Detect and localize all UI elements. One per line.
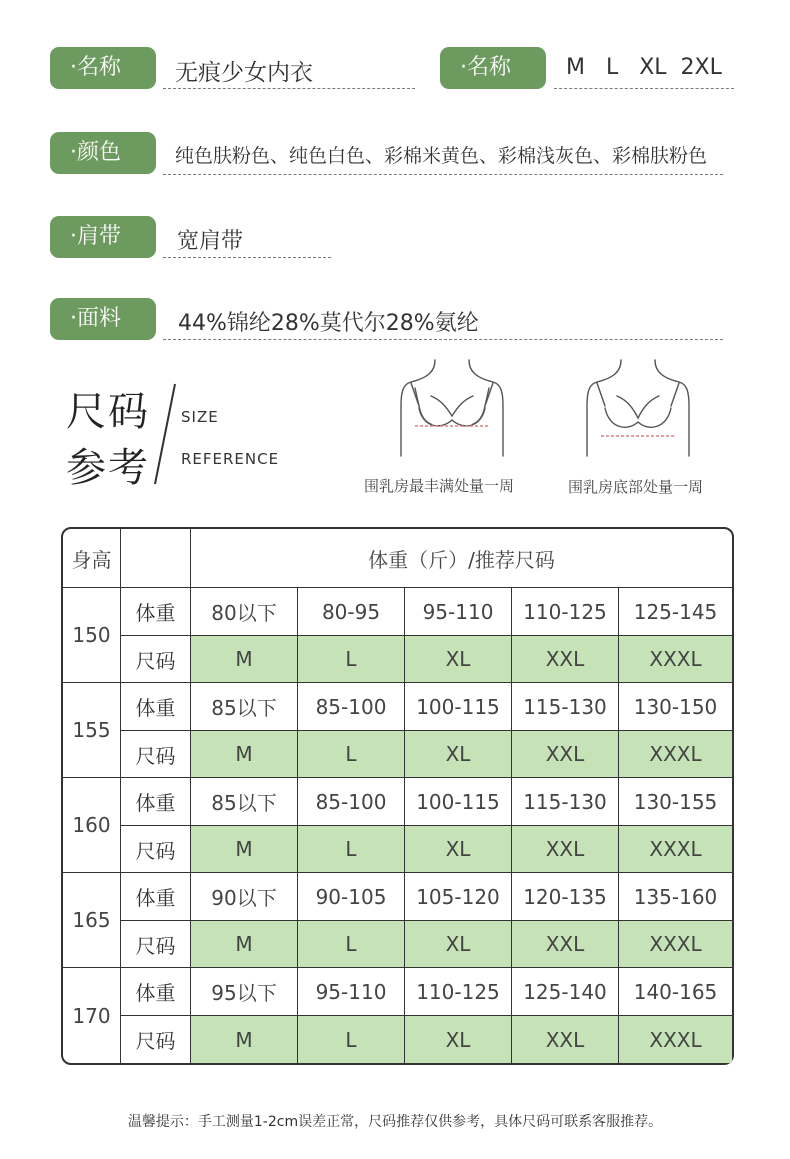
weight-label-cell: 体重	[121, 873, 191, 921]
height-cell: 155	[63, 683, 121, 778]
size-cell: XXXL	[619, 1016, 732, 1063]
size-cell: M	[191, 826, 298, 873]
size-cell: XXL	[512, 921, 619, 968]
size-cell: L	[298, 731, 405, 778]
height-cell: 170	[63, 968, 121, 1063]
weight-cell: 140-165	[619, 968, 732, 1016]
header-height: 身高	[63, 529, 121, 588]
size-cell: L	[298, 921, 405, 968]
size-label-cell: 尺码	[121, 826, 191, 873]
size-table	[61, 527, 734, 1065]
weight-cell: 95以下	[191, 968, 298, 1016]
weight-cell: 120-135	[512, 873, 619, 921]
height-cell: 150	[63, 588, 121, 683]
strap-label: ·肩带	[50, 216, 156, 258]
size-label-cell: 尺码	[121, 636, 191, 683]
name-value: 无痕少女内衣	[175, 60, 313, 86]
weight-cell: 95-110	[298, 968, 405, 1016]
weight-cell: 95-110	[405, 588, 512, 636]
table-row	[63, 636, 732, 683]
underbust-caption: 围乳房底部处量一周	[568, 478, 704, 496]
weight-cell: 110-125	[405, 968, 512, 1016]
weight-cell: 85以下	[191, 778, 298, 826]
size-cell: XXL	[512, 826, 619, 873]
name-underline	[163, 88, 415, 89]
weight-label-cell: 体重	[121, 588, 191, 636]
weight-cell: 130-155	[619, 778, 732, 826]
header-empty	[121, 529, 191, 588]
weight-cell: 105-120	[405, 873, 512, 921]
size-cell: XL	[405, 731, 512, 778]
size-cell: L	[298, 1016, 405, 1063]
table-header-row	[63, 529, 732, 588]
table-row	[63, 683, 732, 731]
header-weight-size: 体重（斤）/推荐尺码	[191, 529, 732, 588]
size-label-cell: 尺码	[121, 1016, 191, 1063]
height-cell: 165	[63, 873, 121, 968]
tip-note: 温馨提示：手工测量1-2cm误差正常，尺码推荐仅供参考，具体尺码可联系客服推荐。	[127, 1114, 663, 1130]
fabric-label: ·面料	[50, 298, 156, 340]
color-value: 纯色肤粉色、纯色白色、彩棉米黄色、彩棉浅灰色、彩棉肤粉色	[175, 145, 708, 167]
bust-caption: 围乳房最丰满处量一周	[364, 477, 515, 495]
size-cell: L	[298, 826, 405, 873]
size-cell: XXXL	[619, 731, 732, 778]
weight-cell: 115-130	[512, 683, 619, 731]
table-row	[63, 778, 732, 826]
size-label-cell: 尺码	[121, 921, 191, 968]
size-ref-en-line1: SIZE	[181, 408, 219, 426]
weight-label-cell: 体重	[121, 683, 191, 731]
size-cell: XXL	[512, 731, 619, 778]
weight-cell: 125-140	[512, 968, 619, 1016]
strap-underline	[163, 257, 331, 258]
weight-cell: 90以下	[191, 873, 298, 921]
table-row	[63, 1016, 732, 1063]
size-label-cell: 尺码	[121, 731, 191, 778]
title-slash	[150, 382, 180, 487]
size-ref-title-line2: 参考	[66, 445, 150, 491]
weight-cell: 80-95	[298, 588, 405, 636]
table-row	[63, 826, 732, 873]
size-cell: XL	[405, 921, 512, 968]
fabric-value: 44%锦纶28%莫代尔28%氨纶	[178, 311, 479, 336]
weight-cell: 115-130	[512, 778, 619, 826]
table-row	[63, 873, 732, 921]
size-cell: XXXL	[619, 921, 732, 968]
size-cell: M	[191, 636, 298, 683]
fabric-underline	[163, 339, 723, 340]
size-cell: XXL	[512, 636, 619, 683]
size-ref-title-line1: 尺码	[66, 389, 150, 435]
weight-label-cell: 体重	[121, 968, 191, 1016]
color-label: ·颜色	[50, 132, 156, 174]
weight-cell: 90-105	[298, 873, 405, 921]
weight-label-cell: 体重	[121, 778, 191, 826]
size-cell: XXL	[512, 1016, 619, 1063]
weight-cell: 85-100	[298, 683, 405, 731]
weight-cell: 80以下	[191, 588, 298, 636]
size-value: M L XL 2XL	[566, 55, 722, 80]
bust-measure-figure	[397, 356, 507, 468]
name-label: ·名称	[50, 47, 156, 89]
size-cell: XL	[405, 636, 512, 683]
size-cell: M	[191, 731, 298, 778]
underbust-measure-figure	[583, 356, 693, 468]
table-row	[63, 731, 732, 778]
size-cell: M	[191, 1016, 298, 1063]
weight-cell: 85以下	[191, 683, 298, 731]
strap-value: 宽肩带	[177, 229, 244, 254]
size-label: ·名称	[440, 47, 546, 89]
table-row	[63, 588, 732, 636]
size-cell: L	[298, 636, 405, 683]
weight-cell: 130-150	[619, 683, 732, 731]
size-cell: XL	[405, 826, 512, 873]
size-cell: XXXL	[619, 636, 732, 683]
color-underline	[163, 174, 723, 175]
size-cell: M	[191, 921, 298, 968]
size-underline	[554, 88, 734, 89]
table-row	[63, 921, 732, 968]
weight-cell: 110-125	[512, 588, 619, 636]
size-ref-en-line2: REFERENCE	[181, 450, 280, 468]
weight-cell: 135-160	[619, 873, 732, 921]
weight-cell: 125-145	[619, 588, 732, 636]
size-cell: XL	[405, 1016, 512, 1063]
size-cell: XXXL	[619, 826, 732, 873]
weight-cell: 85-100	[298, 778, 405, 826]
weight-cell: 100-115	[405, 778, 512, 826]
height-cell: 160	[63, 778, 121, 873]
table-row	[63, 968, 732, 1016]
weight-cell: 100-115	[405, 683, 512, 731]
